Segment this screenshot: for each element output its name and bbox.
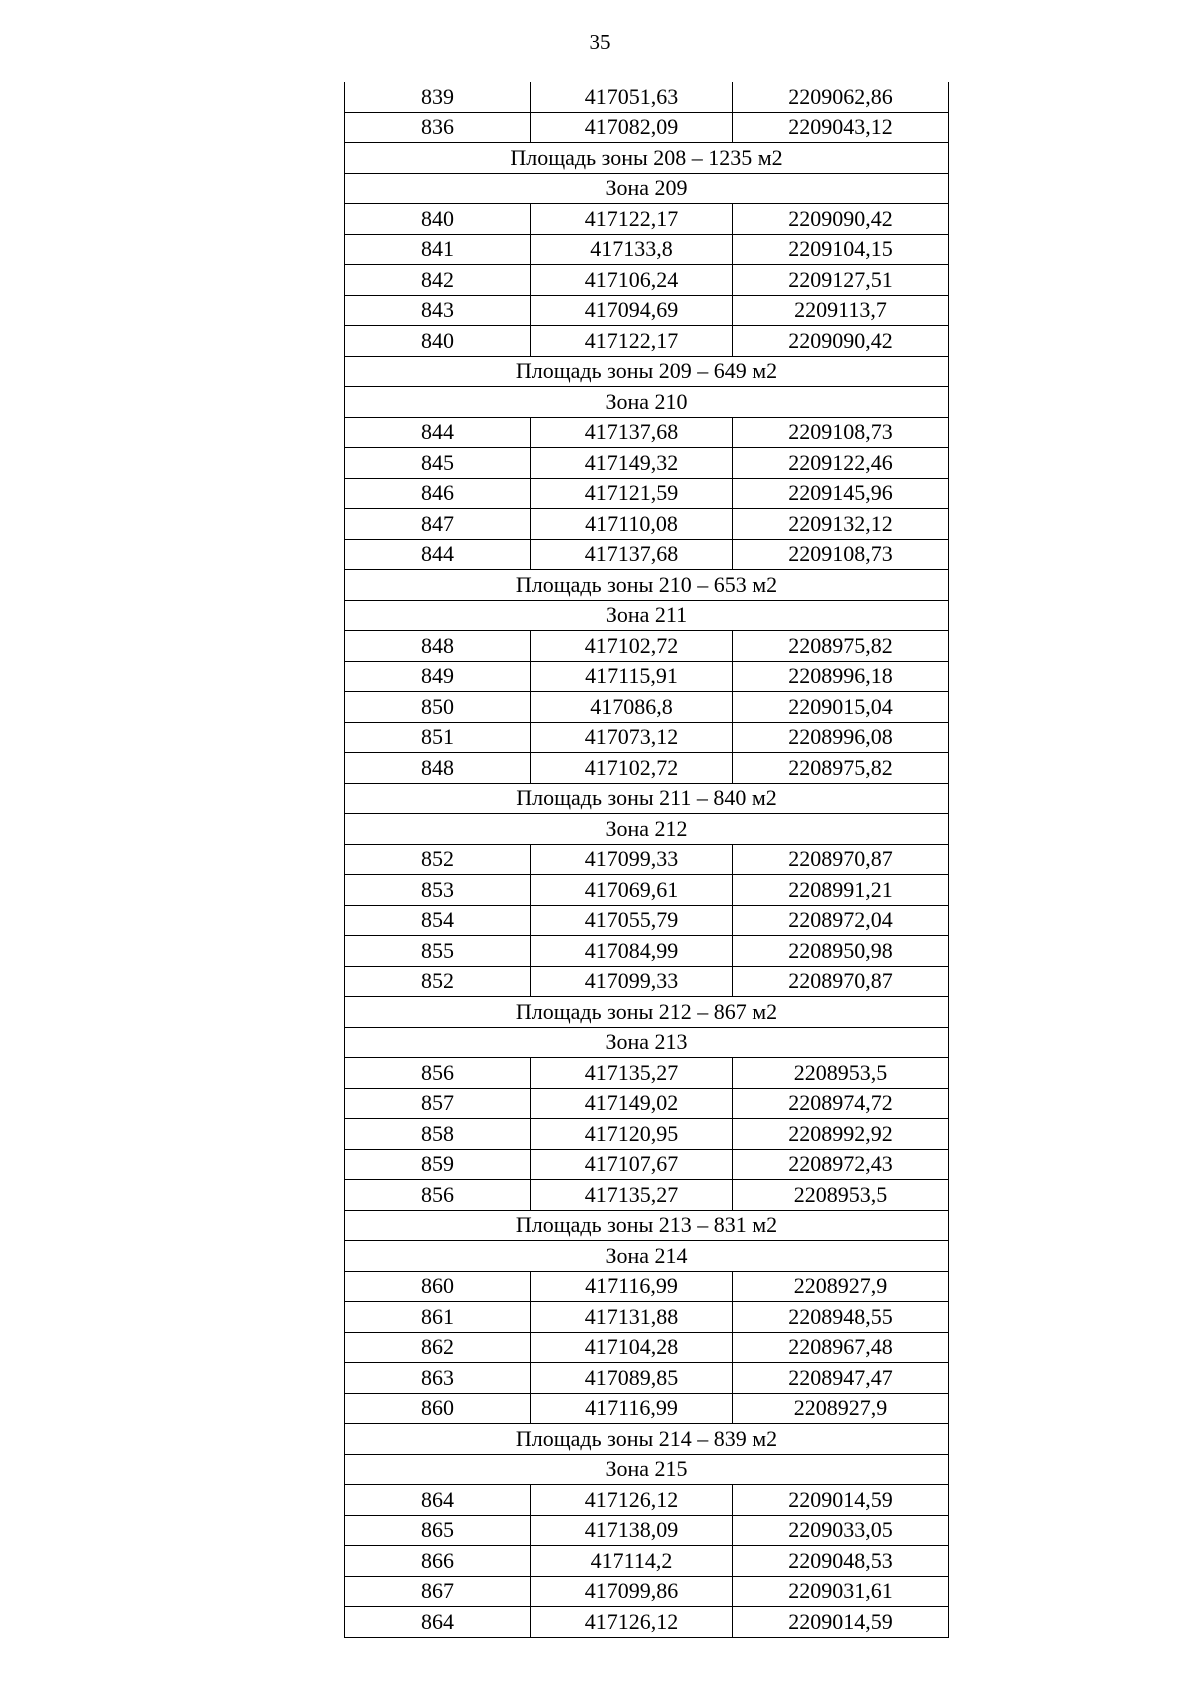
coordinate-row bbox=[345, 82, 949, 112]
zone-header-row bbox=[345, 814, 949, 845]
y-coordinate-cell: 2208953,5 bbox=[733, 1180, 949, 1211]
y-coordinate-cell: 2208991,21 bbox=[733, 875, 949, 906]
zone-area-row bbox=[345, 1424, 949, 1455]
coordinate-row bbox=[345, 1088, 949, 1119]
y-coordinate-cell: 2209015,04 bbox=[733, 692, 949, 723]
y-coordinate-cell: 2208927,9 bbox=[733, 1393, 949, 1424]
coordinate-row bbox=[345, 204, 949, 235]
zone-area-row bbox=[345, 1210, 949, 1241]
zone-area-row bbox=[345, 997, 949, 1028]
y-coordinate-cell: 2208927,9 bbox=[733, 1271, 949, 1302]
point-number-cell: 841 bbox=[345, 234, 531, 265]
x-coordinate-cell: 417099,33 bbox=[531, 966, 733, 997]
y-coordinate-cell: 2208948,55 bbox=[733, 1302, 949, 1333]
point-number-cell: 852 bbox=[345, 844, 531, 875]
coordinate-row bbox=[345, 1271, 949, 1302]
x-coordinate-cell: 417114,2 bbox=[531, 1546, 733, 1577]
y-coordinate-cell: 2208975,82 bbox=[733, 631, 949, 662]
zone-header-cell: Зона 211 bbox=[345, 600, 949, 631]
x-coordinate-cell: 417099,86 bbox=[531, 1576, 733, 1607]
coordinate-row bbox=[345, 1546, 949, 1577]
point-number-cell: 849 bbox=[345, 661, 531, 692]
y-coordinate-cell: 2209014,59 bbox=[733, 1485, 949, 1516]
zone-header-cell: Зона 215 bbox=[345, 1454, 949, 1485]
point-number-cell: 858 bbox=[345, 1119, 531, 1150]
zone-header-cell: Зона 214 bbox=[345, 1241, 949, 1272]
zone-area-row bbox=[345, 783, 949, 814]
x-coordinate-cell: 417149,32 bbox=[531, 448, 733, 479]
y-coordinate-cell: 2208996,18 bbox=[733, 661, 949, 692]
point-number-cell: 861 bbox=[345, 1302, 531, 1333]
point-number-cell: 867 bbox=[345, 1576, 531, 1607]
y-coordinate-cell: 2209043,12 bbox=[733, 112, 949, 143]
x-coordinate-cell: 417110,08 bbox=[531, 509, 733, 540]
y-coordinate-cell: 2209108,73 bbox=[733, 539, 949, 570]
zone-area-cell: Площадь зоны 210 – 653 м2 bbox=[345, 570, 949, 601]
zone-area-row bbox=[345, 143, 949, 174]
zone-header-row bbox=[345, 1454, 949, 1485]
y-coordinate-cell: 2209132,12 bbox=[733, 509, 949, 540]
point-number-cell: 840 bbox=[345, 326, 531, 357]
coordinate-row bbox=[345, 1119, 949, 1150]
page-number: 35 bbox=[589, 30, 611, 54]
zone-area-cell: Площадь зоны 212 – 867 м2 bbox=[345, 997, 949, 1028]
coordinate-row bbox=[345, 234, 949, 265]
x-coordinate-cell: 417115,91 bbox=[531, 661, 733, 692]
x-coordinate-cell: 417116,99 bbox=[531, 1271, 733, 1302]
zone-header-row bbox=[345, 1027, 949, 1058]
point-number-cell: 848 bbox=[345, 631, 531, 662]
x-coordinate-cell: 417137,68 bbox=[531, 417, 733, 448]
y-coordinate-cell: 2209090,42 bbox=[733, 326, 949, 357]
point-number-cell: 856 bbox=[345, 1180, 531, 1211]
x-coordinate-cell: 417104,28 bbox=[531, 1332, 733, 1363]
coordinate-row bbox=[345, 112, 949, 143]
point-number-cell: 843 bbox=[345, 295, 531, 326]
coordinate-row bbox=[345, 265, 949, 296]
coordinate-row bbox=[345, 844, 949, 875]
x-coordinate-cell: 417099,33 bbox=[531, 844, 733, 875]
x-coordinate-cell: 417121,59 bbox=[531, 478, 733, 509]
coordinate-row bbox=[345, 326, 949, 357]
x-coordinate-cell: 417089,85 bbox=[531, 1363, 733, 1394]
y-coordinate-cell: 2209033,05 bbox=[733, 1515, 949, 1546]
x-coordinate-cell: 417106,24 bbox=[531, 265, 733, 296]
x-coordinate-cell: 417126,12 bbox=[531, 1485, 733, 1516]
x-coordinate-cell: 417138,09 bbox=[531, 1515, 733, 1546]
y-coordinate-cell: 2208970,87 bbox=[733, 844, 949, 875]
point-number-cell: 842 bbox=[345, 265, 531, 296]
zone-area-cell: Площадь зоны 211 – 840 м2 bbox=[345, 783, 949, 814]
y-coordinate-cell: 2209145,96 bbox=[733, 478, 949, 509]
y-coordinate-cell: 2209014,59 bbox=[733, 1607, 949, 1638]
zone-header-cell: Зона 210 bbox=[345, 387, 949, 418]
x-coordinate-cell: 417084,99 bbox=[531, 936, 733, 967]
zone-area-cell: Площадь зоны 214 – 839 м2 bbox=[345, 1424, 949, 1455]
zone-area-row bbox=[345, 570, 949, 601]
coordinates-table-body bbox=[345, 82, 949, 1637]
x-coordinate-cell: 417073,12 bbox=[531, 722, 733, 753]
zone-area-cell: Площадь зоны 213 – 831 м2 bbox=[345, 1210, 949, 1241]
zone-header-cell: Зона 209 bbox=[345, 173, 949, 204]
y-coordinate-cell: 2208950,98 bbox=[733, 936, 949, 967]
point-number-cell: 865 bbox=[345, 1515, 531, 1546]
coordinate-row bbox=[345, 1363, 949, 1394]
coordinate-row bbox=[345, 966, 949, 997]
coordinate-row bbox=[345, 478, 949, 509]
coordinate-row bbox=[345, 875, 949, 906]
y-coordinate-cell: 2208970,87 bbox=[733, 966, 949, 997]
zone-header-row bbox=[345, 173, 949, 204]
coordinate-row bbox=[345, 692, 949, 723]
y-coordinate-cell: 2208947,47 bbox=[733, 1363, 949, 1394]
x-coordinate-cell: 417107,67 bbox=[531, 1149, 733, 1180]
point-number-cell: 851 bbox=[345, 722, 531, 753]
point-number-cell: 839 bbox=[345, 82, 531, 112]
y-coordinate-cell: 2209062,86 bbox=[733, 82, 949, 112]
coordinate-row bbox=[345, 509, 949, 540]
y-coordinate-cell: 2208972,04 bbox=[733, 905, 949, 936]
coordinate-row bbox=[345, 1515, 949, 1546]
point-number-cell: 845 bbox=[345, 448, 531, 479]
coordinate-row bbox=[345, 1058, 949, 1089]
point-number-cell: 864 bbox=[345, 1607, 531, 1638]
x-coordinate-cell: 417126,12 bbox=[531, 1607, 733, 1638]
zone-area-cell: Площадь зоны 208 – 1235 м2 bbox=[345, 143, 949, 174]
point-number-cell: 855 bbox=[345, 936, 531, 967]
x-coordinate-cell: 417082,09 bbox=[531, 112, 733, 143]
y-coordinate-cell: 2209108,73 bbox=[733, 417, 949, 448]
coordinate-row bbox=[345, 448, 949, 479]
zone-area-row bbox=[345, 356, 949, 387]
y-coordinate-cell: 2209090,42 bbox=[733, 204, 949, 235]
coordinate-row bbox=[345, 1485, 949, 1516]
y-coordinate-cell: 2209031,61 bbox=[733, 1576, 949, 1607]
point-number-cell: 852 bbox=[345, 966, 531, 997]
coordinate-row bbox=[345, 1149, 949, 1180]
x-coordinate-cell: 417069,61 bbox=[531, 875, 733, 906]
coordinate-row bbox=[345, 417, 949, 448]
y-coordinate-cell: 2208974,72 bbox=[733, 1088, 949, 1119]
coordinates-table bbox=[344, 82, 949, 1638]
coordinate-row bbox=[345, 1393, 949, 1424]
point-number-cell: 840 bbox=[345, 204, 531, 235]
coordinate-row bbox=[345, 722, 949, 753]
x-coordinate-cell: 417122,17 bbox=[531, 326, 733, 357]
point-number-cell: 860 bbox=[345, 1393, 531, 1424]
coordinate-row bbox=[345, 905, 949, 936]
y-coordinate-cell: 2209122,46 bbox=[733, 448, 949, 479]
coordinate-row bbox=[345, 631, 949, 662]
y-coordinate-cell: 2209048,53 bbox=[733, 1546, 949, 1577]
point-number-cell: 857 bbox=[345, 1088, 531, 1119]
coordinate-row bbox=[345, 539, 949, 570]
point-number-cell: 850 bbox=[345, 692, 531, 723]
point-number-cell: 860 bbox=[345, 1271, 531, 1302]
x-coordinate-cell: 417102,72 bbox=[531, 631, 733, 662]
x-coordinate-cell: 417051,63 bbox=[531, 82, 733, 112]
point-number-cell: 836 bbox=[345, 112, 531, 143]
point-number-cell: 862 bbox=[345, 1332, 531, 1363]
zone-header-row bbox=[345, 387, 949, 418]
x-coordinate-cell: 417149,02 bbox=[531, 1088, 733, 1119]
y-coordinate-cell: 2208975,82 bbox=[733, 753, 949, 784]
point-number-cell: 848 bbox=[345, 753, 531, 784]
point-number-cell: 844 bbox=[345, 417, 531, 448]
zone-header-cell: Зона 213 bbox=[345, 1027, 949, 1058]
point-number-cell: 846 bbox=[345, 478, 531, 509]
coordinate-row bbox=[345, 1180, 949, 1211]
coordinate-row bbox=[345, 1332, 949, 1363]
point-number-cell: 854 bbox=[345, 905, 531, 936]
point-number-cell: 847 bbox=[345, 509, 531, 540]
y-coordinate-cell: 2209127,51 bbox=[733, 265, 949, 296]
coordinate-row bbox=[345, 936, 949, 967]
x-coordinate-cell: 417135,27 bbox=[531, 1180, 733, 1211]
zone-header-cell: Зона 212 bbox=[345, 814, 949, 845]
x-coordinate-cell: 417102,72 bbox=[531, 753, 733, 784]
coordinate-row bbox=[345, 295, 949, 326]
x-coordinate-cell: 417055,79 bbox=[531, 905, 733, 936]
x-coordinate-cell: 417086,8 bbox=[531, 692, 733, 723]
zone-header-row bbox=[345, 600, 949, 631]
x-coordinate-cell: 417135,27 bbox=[531, 1058, 733, 1089]
zone-header-row bbox=[345, 1241, 949, 1272]
coordinate-row bbox=[345, 1302, 949, 1333]
x-coordinate-cell: 417133,8 bbox=[531, 234, 733, 265]
point-number-cell: 859 bbox=[345, 1149, 531, 1180]
y-coordinate-cell: 2208996,08 bbox=[733, 722, 949, 753]
coordinate-row bbox=[345, 753, 949, 784]
y-coordinate-cell: 2209113,7 bbox=[733, 295, 949, 326]
x-coordinate-cell: 417116,99 bbox=[531, 1393, 733, 1424]
y-coordinate-cell: 2208992,92 bbox=[733, 1119, 949, 1150]
x-coordinate-cell: 417122,17 bbox=[531, 204, 733, 235]
x-coordinate-cell: 417131,88 bbox=[531, 1302, 733, 1333]
point-number-cell: 856 bbox=[345, 1058, 531, 1089]
y-coordinate-cell: 2208953,5 bbox=[733, 1058, 949, 1089]
coordinate-row bbox=[345, 1607, 949, 1638]
y-coordinate-cell: 2208972,43 bbox=[733, 1149, 949, 1180]
y-coordinate-cell: 2209104,15 bbox=[733, 234, 949, 265]
point-number-cell: 864 bbox=[345, 1485, 531, 1516]
coordinate-row bbox=[345, 661, 949, 692]
x-coordinate-cell: 417137,68 bbox=[531, 539, 733, 570]
point-number-cell: 866 bbox=[345, 1546, 531, 1577]
point-number-cell: 844 bbox=[345, 539, 531, 570]
x-coordinate-cell: 417094,69 bbox=[531, 295, 733, 326]
point-number-cell: 863 bbox=[345, 1363, 531, 1394]
coordinate-row bbox=[345, 1576, 949, 1607]
point-number-cell: 853 bbox=[345, 875, 531, 906]
x-coordinate-cell: 417120,95 bbox=[531, 1119, 733, 1150]
y-coordinate-cell: 2208967,48 bbox=[733, 1332, 949, 1363]
zone-area-cell: Площадь зоны 209 – 649 м2 bbox=[345, 356, 949, 387]
